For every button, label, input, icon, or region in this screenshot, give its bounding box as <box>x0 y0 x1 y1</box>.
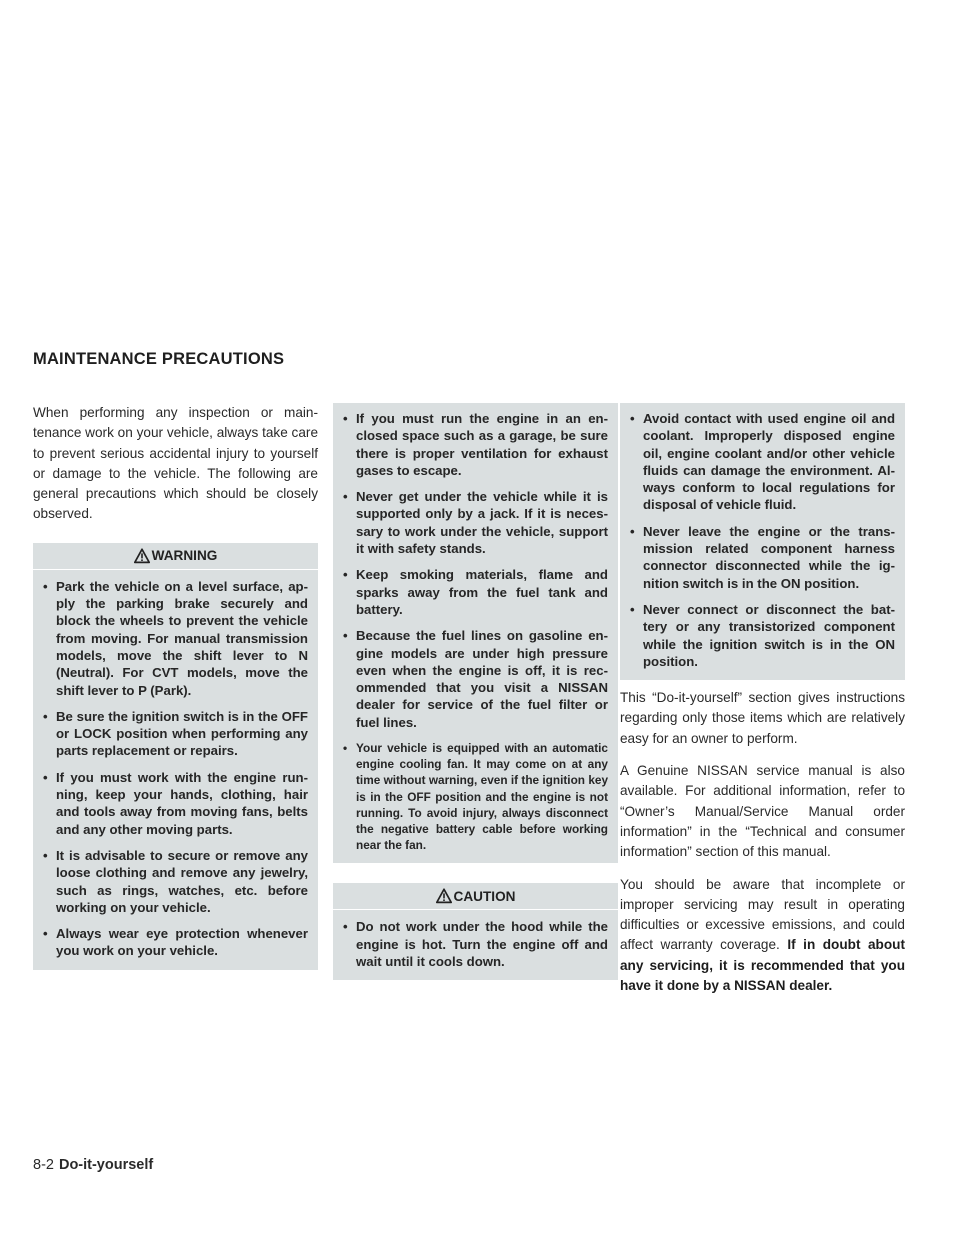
warning-item: • Keep smoking materials, flame and sparks away from the fuel tank and battery. <box>343 567 608 617</box>
intro-paragraph: When performing any inspection or maintenance work on your vehicle, always take care to prevent serious accidental injury to yourself or damage to the vehicle. The following are general precautions which should be closely observed. <box>33 405 318 522</box>
caution-box <box>333 883 618 980</box>
warning-item: • It is advisable to secure or remove any loose clothing and remove any jewelry, such as rings, watches, etc. before working on your vehicle. <box>43 847 308 915</box>
bullet: • <box>43 769 48 785</box>
caution-heading: CAUTION <box>453 888 516 904</box>
warning-item: • Be sure the ignition switch is in the OFF or LOCK position when performing any parts replacement or repairs. <box>43 708 308 759</box>
bullet: • <box>630 523 635 539</box>
bullet: • <box>343 411 348 426</box>
warning-item: • Never get under the vehicle while it is supported only by a jack. If it is necessary to work under the vehicle, support it with safety stands. <box>343 489 608 557</box>
warning-list <box>43 578 308 960</box>
caution-icon <box>436 888 452 904</box>
recommendation-text: If in doubt about any servicing, it is recommended that you have it done by a NISSAN dealer. <box>620 937 905 994</box>
page-number: 8-2 <box>33 1157 54 1173</box>
bullet: • <box>43 578 48 594</box>
caution-box-continued <box>620 403 905 680</box>
bullet: • <box>343 567 348 583</box>
warning-header <box>33 543 318 570</box>
warning-heading: WARNING <box>151 548 218 564</box>
caution-item: • Never connect or disconnect the battery or any transistorized component while the ignition switch is in the ON position. <box>630 601 895 669</box>
warning-item: • Always wear eye protection whenever you work on your vehicle. <box>43 926 308 959</box>
warning-item: • Park the vehicle on a level surface, apply the parking brake securely and block the wheels to prevent the vehicle from moving. For manual transmission models, move the shift lever to N (Neutral). For CVT models, move the shift lever to P (Park). <box>43 578 308 698</box>
warning-item: • Your vehicle is equipped with an automatic engine cooling fan. It may come on at any time without warning, even if the ignition key is in the OFF position and the engine is not running. To avoid injury, always disconnect the negative battery cable before working near the fan. <box>343 741 608 853</box>
caution-list <box>343 918 608 970</box>
caution-list-continued <box>630 410 895 670</box>
bullet: • <box>343 919 348 935</box>
caution-header <box>333 883 618 910</box>
warning-box <box>33 543 318 970</box>
warning-item: • If you must work with the engine running, keep your hands, clothing, hair and tools away from moving fans, belts and any other moving parts. <box>43 769 308 837</box>
chapter-name: Do-it-yourself <box>58 1157 154 1173</box>
bullet: • <box>630 411 635 426</box>
caution-item: • Do not work under the hood while the engine is hot. Turn the engine off and wait until it cools down. <box>343 919 608 970</box>
warning-item: • If you must run the engine in an enclosed space such as a garage, be sure there is proper ventilation for exhaust gases to escape. <box>343 411 608 478</box>
caution-item: • Never leave the engine or the transmission related component harness connector disconnected while the ignition switch is in the ON position. <box>630 523 895 591</box>
caution-item: • Avoid contact with used engine oil and coolant. Improperly disposed engine oil, engine coolant and/or other vehicle fluids can damage the environment. Always conform to local regulations for disposal of vehicle fluid. <box>630 411 895 513</box>
bullet: • <box>343 741 348 756</box>
column-2 <box>333 403 618 980</box>
bullet: • <box>343 628 348 644</box>
section-title: MAINTENANCE PRECAUTIONS <box>33 350 285 368</box>
warning-item: • Because the fuel lines on gasoline engine models are under high pressure even when the engine is off, it is recommended that you visit a NISSAN dealer for service of the fuel filter or fuel lines. <box>343 628 608 730</box>
page-footer <box>33 1157 153 1173</box>
bullet: • <box>343 489 348 505</box>
bullet: • <box>43 708 48 724</box>
warning-list-continued <box>343 410 608 853</box>
warning-box-continued <box>333 403 618 863</box>
closing-paragraph-2: A Genuine NISSAN service manual is also available. For additional information, refer to “Owner’s Manual/Service Manual order information” in the “Technical and consumer information” section of this manual. <box>620 763 905 860</box>
warning-icon <box>134 548 150 564</box>
bullet: • <box>43 926 48 942</box>
bullet: • <box>630 601 635 617</box>
column-1 <box>33 403 318 970</box>
column-3 <box>620 403 905 1008</box>
closing-paragraph-3: You should be aware that incomplete or improper servicing may result in operating difficulties or excessive emissions, and could affect warranty coverage. If in doubt about any servicing, it is recommended that you have it done by a NISSAN dealer. <box>620 876 905 994</box>
bullet: • <box>43 847 48 863</box>
closing-paragraph-1: This “Do-it-yourself” section gives instructions regarding only those items which are relatively easy for an owner to perform. <box>620 690 905 746</box>
